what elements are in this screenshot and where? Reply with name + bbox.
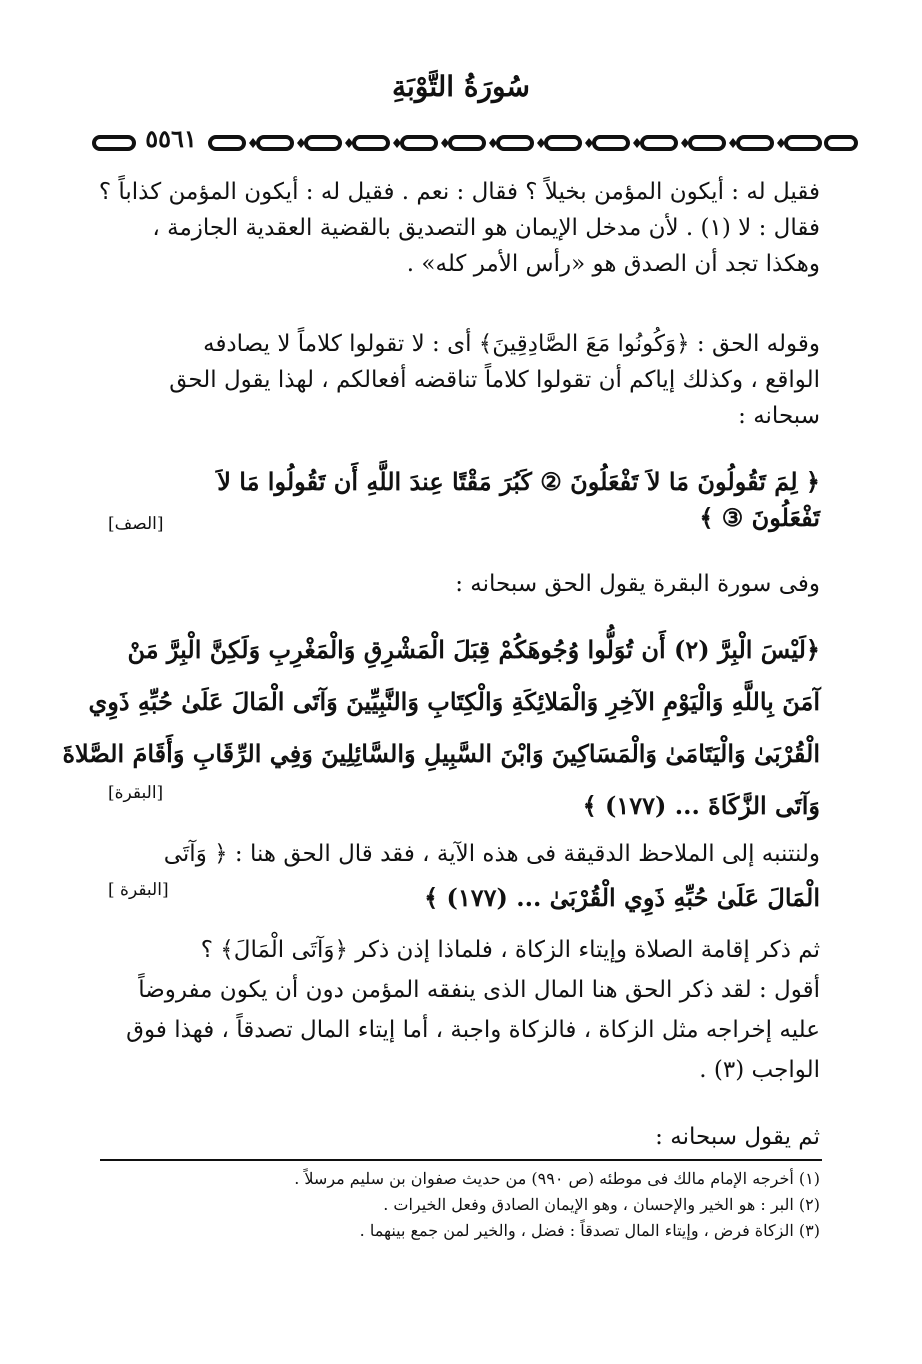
footnote-item: (١) أخرجه الإمام مالك فى موطئه (ص ٩٩٠) من حديث صفوان بن سليم مرسلاً . bbox=[294, 1169, 820, 1188]
text-line: ثم يقول سبحانه : bbox=[655, 1124, 820, 1150]
text-line: الواجب (٣) . bbox=[699, 1057, 820, 1083]
verse-line: ﴿ لِمَ تَقُولُونَ مَا لاَ تَفْعَلُونَ ② كَبُرَ مَقْتًا عِندَ اللَّهِ أَن تَقُولُوا مَا لاَ bbox=[217, 467, 820, 496]
text-line: وقوله الحق : ﴿وَكُونُوا مَعَ الصَّادِقِينَ﴾ أى : لا تقولوا كلاماً لا يصادفه bbox=[203, 331, 820, 357]
paragraph-1 bbox=[98, 174, 820, 282]
page-number: ٥٥٦١ bbox=[138, 124, 204, 154]
header-ornament-border bbox=[90, 128, 860, 158]
paragraph-6 bbox=[98, 1119, 820, 1155]
text-line: ثم ذكر إقامة الصلاة وإيتاء الزكاة ، فلماذا إذن ذكر ﴿وَآتَى الْمَالَ﴾ ؟ bbox=[200, 937, 820, 963]
text-line: ولنتنبه إلى الملاحظ الدقيقة فى هذه الآية ، فقد قال الحق هنا : ﴿ وَآتَى bbox=[163, 841, 820, 867]
text-line: سبحانه : bbox=[738, 403, 820, 429]
verse-line: آمَنَ بِاللَّهِ وَالْيَوْمِ الآخِرِ وَالْمَلائِكَةِ وَالْكِتَابِ وَالنَّبِيِّينَ وَآتَى الْمَالَ عَلَىٰ حُبِّهِ ذَوِي bbox=[88, 687, 820, 716]
text-line: عليه إخراجه مثل الزكاة ، فالزكاة واجبة ، أما إيتاء المال تصدقاً ، فهذا فوق bbox=[126, 1017, 820, 1043]
quran-verse-baqarah bbox=[62, 624, 820, 832]
paragraph-4 bbox=[98, 832, 820, 920]
paragraph-5 bbox=[98, 930, 820, 1090]
text-line: وهكذا تجد أن الصدق هو «رأس الأمر كله» . bbox=[406, 251, 820, 277]
verse-line: وَآتَى الزَّكَاةَ ... (١٧٧) ﴾ bbox=[582, 791, 820, 820]
footnote-divider bbox=[100, 1159, 822, 1161]
text-line: وفى سورة البقرة يقول الحق سبحانه : bbox=[455, 571, 820, 597]
surah-title: سُورَةُ التَّوْبَةِ bbox=[392, 70, 530, 103]
surah-reference: [البقرة] bbox=[108, 783, 164, 803]
paragraph-2 bbox=[98, 326, 820, 434]
surah-reference: [البقرة ] bbox=[108, 880, 169, 900]
text-line: الواقع ، وكذلك إياكم أن تقولوا كلاماً تناقضه أفعالكم ، لهذا يقول الحق bbox=[169, 367, 820, 393]
text-line: أقول : لقد ذكر الحق هنا المال الذى ينفقه المؤمن دون أن يكون مفروضاً bbox=[138, 977, 820, 1003]
surah-reference: [الصف] bbox=[108, 514, 164, 534]
verse-line: الْقُرْبَىٰ وَالْيَتَامَىٰ وَالْمَسَاكِينَ وَابْنَ السَّبِيلِ وَالسَّائِلِينَ وَفِي الرِّقَابِ وَأَقَامَ الصَّلاةَ bbox=[62, 739, 820, 768]
verse-line: الْمَالَ عَلَىٰ حُبِّهِ ذَوِي الْقُرْبَىٰ ... (١٧٧) ﴾ bbox=[424, 883, 820, 912]
quran-verse-saff bbox=[98, 464, 820, 536]
text-line: فقال : لا (١) . لأن مدخل الإيمان هو التصديق بالقضية العقدية الجازمة ، bbox=[152, 215, 820, 241]
verse-line: تَفْعَلُونَ ③ ﴾ bbox=[699, 503, 820, 532]
footnotes bbox=[98, 1166, 820, 1244]
text-line: فقيل له : أيكون المؤمن بخيلاً ؟ فقال : نعم . فقيل له : أيكون المؤمن كذاباً ؟ bbox=[98, 179, 820, 205]
footnote-item: (٣) الزكاة فرض ، وإيتاء المال تصدقاً : فضل ، والخير لمن جمع بينهما . bbox=[359, 1221, 820, 1240]
footnote-item: (٢) البر : هو الخير والإحسان ، وهو الإيمان الصادق وفعل الخيرات . bbox=[383, 1195, 820, 1214]
paragraph-3 bbox=[98, 566, 820, 602]
verse-line: ﴿لَيْسَ الْبِرَّ (٢) أَن تُوَلُّوا وُجُوهَكُمْ قِبَلَ الْمَشْرِقِ وَالْمَغْرِبِ وَلَكِنَّ الْبِرَّ مَنْ bbox=[127, 635, 820, 664]
